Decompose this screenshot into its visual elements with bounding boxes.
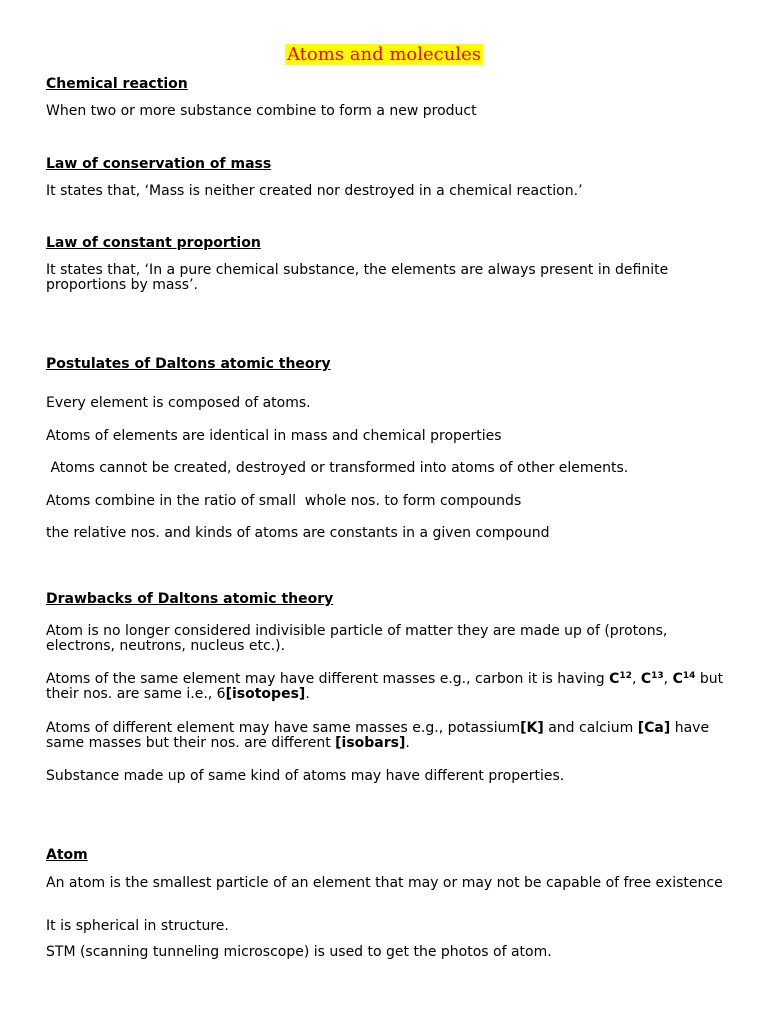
- chemical-reaction-heading: Chemical reaction: [46, 76, 188, 92]
- drawback-paragraph: Substance made up of same kind of atoms may have different properties.: [46, 768, 565, 784]
- isobars-mid-text: and calcium: [543, 720, 638, 736]
- isobars-mid2-text: have same masses but their nos. are different: [46, 720, 710, 751]
- atom-heading: Atom: [46, 847, 88, 863]
- isobars-intro-text: Atoms of different element may have same masses e.g., potassium: [46, 720, 521, 736]
- isotopes-term: [isotopes]: [225, 686, 306, 702]
- chemical-reaction-text: When two or more substance combine to form a new product: [46, 103, 477, 119]
- postulate-item: Atoms combine in the ratio of small whole nos. to form compounds: [46, 493, 522, 509]
- isotopes-mid-text: but their nos. are same i.e., 6: [46, 671, 724, 702]
- period: .: [305, 686, 310, 702]
- period: .: [405, 735, 410, 751]
- title-wrap: [0, 44, 768, 66]
- drawback-paragraph: Atom is no longer considered indivisible particle of matter they are made up of (protons, electrons, neutrons, nucleus etc.).: [46, 623, 668, 654]
- page-title: Atoms and molecules: [287, 44, 481, 65]
- mass-number: 14: [682, 671, 696, 681]
- drawbacks-heading: Drawbacks of Daltons atomic theory: [46, 591, 334, 607]
- carbon-symbol: C: [609, 671, 620, 687]
- postulate-item: Atoms of elements are identical in mass and chemical properties: [46, 428, 502, 444]
- postulates-heading: Postulates of Daltons atomic theory: [46, 356, 331, 372]
- separator: ,: [631, 671, 641, 687]
- postulate-item: the relative nos. and kinds of atoms are constants in a given compound: [46, 525, 550, 541]
- conservation-of-mass-heading: Law of conservation of mass: [46, 156, 272, 172]
- atom-paragraph: It is spherical in structure.: [46, 918, 229, 934]
- conservation-of-mass-text: It states that, ‘Mass is neither created nor destroyed in a chemical reaction.’: [46, 183, 583, 199]
- drawback-isotopes-paragraph: [46, 672, 726, 702]
- isotopes-intro-text: Atoms of the same element may have different masses e.g., carbon it is having: [46, 671, 610, 687]
- atom-paragraph: STM (scanning tunneling microscope) is used to get the photos of atom.: [46, 944, 552, 960]
- mass-number: 13: [651, 671, 664, 681]
- constant-proportion-text: It states that, ‘In a pure chemical substance, the elements are always present in definite proportions by mass’.: [46, 262, 669, 293]
- separator: ,: [663, 671, 673, 687]
- potassium-symbol: [K]: [520, 720, 544, 736]
- carbon-symbol: C: [640, 671, 652, 687]
- carbon-symbol: C: [672, 671, 683, 687]
- isobars-term: [isobars]: [335, 735, 406, 751]
- calcium-symbol: [Ca]: [637, 720, 671, 736]
- atom-paragraph: An atom is the smallest particle of an element that may or may not be capable of free existence: [46, 875, 723, 891]
- drawback-isobars-paragraph: [46, 721, 726, 751]
- constant-proportion-heading: Law of constant proportion: [46, 235, 261, 251]
- mass-number: 12: [619, 671, 632, 681]
- postulate-item: Every element is composed of atoms.: [46, 395, 311, 411]
- postulate-item: Atoms cannot be created, destroyed or transformed into atoms of other elements.: [46, 460, 629, 476]
